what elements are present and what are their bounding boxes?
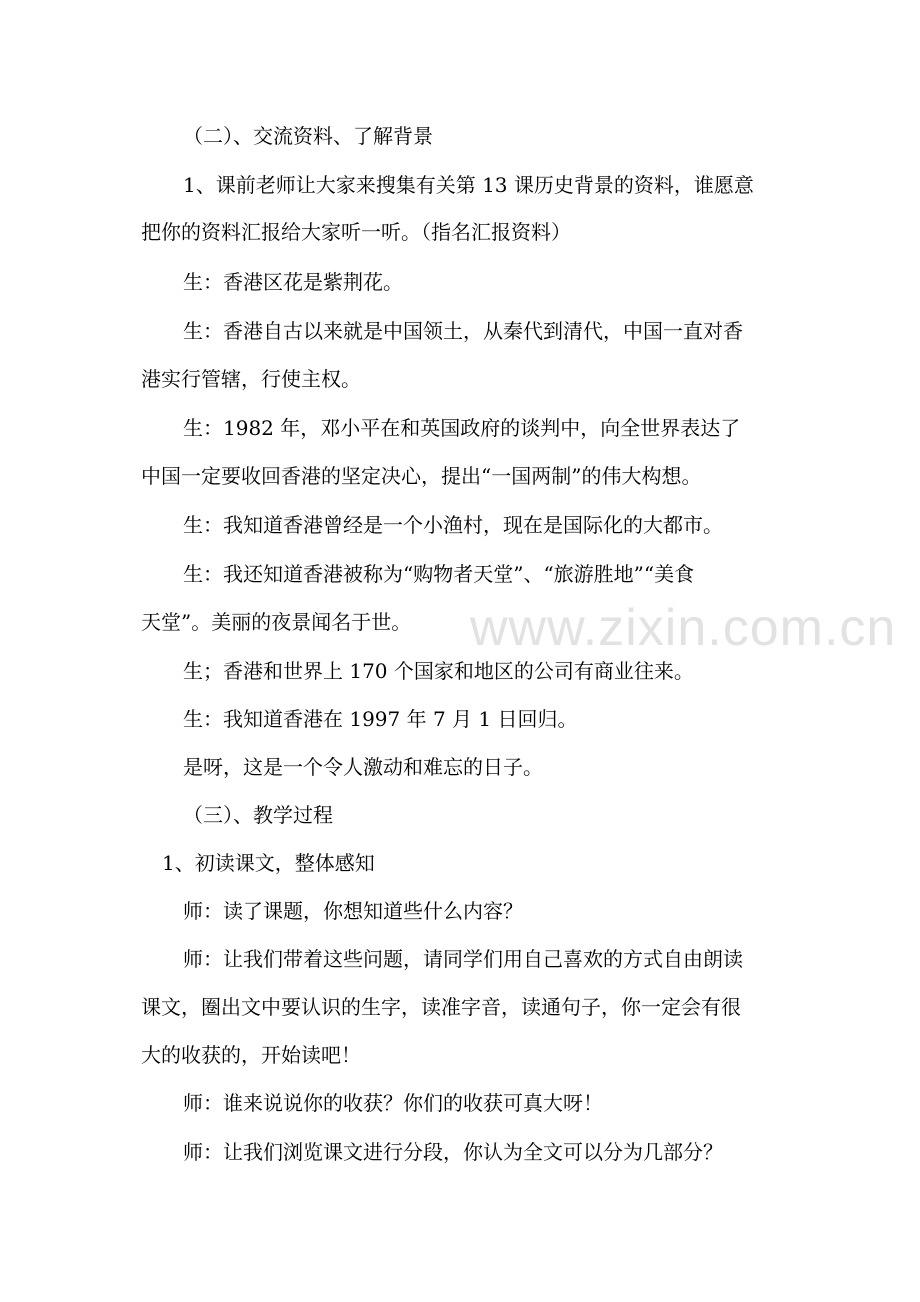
paragraph-line: 生：香港自古以来就是中国领土，从秦代到清代，中国一直对香 — [183, 319, 743, 343]
section-heading-3: （三）、教学过程 — [183, 803, 333, 827]
subsection-heading: 1、初读课文，整体感知 — [162, 851, 375, 875]
section-heading-2: （二）、交流资料、了解背景 — [183, 124, 433, 148]
paragraph-line: 港实行管辖，行使主权。 — [141, 367, 361, 391]
paragraph-line: 生：1982 年，邓小平在和英国政府的谈判中，向全世界表达了 — [183, 416, 741, 440]
paragraph-line: 生：我知道香港在 1997 年 7 月 1 日回归。 — [183, 707, 578, 731]
paragraph-line: 生：我知道香港曾经是一个小渔村，现在是国际化的大都市。 — [183, 513, 723, 537]
paragraph-line: 师：让我们带着这些问题，请同学们用自己喜欢的方式自由朗读 — [183, 947, 743, 971]
paragraph-line: 生：我还知道香港被称为“购物者天堂”、“旅游胜地”“美食 — [183, 562, 695, 586]
paragraph-line: 师：谁来说说你的收获？你们的收获可真大呀！ — [183, 1091, 603, 1115]
paragraph-line: 课文，圈出文中要认识的生字，读准字音，读通句子，你一定会有很 — [141, 995, 741, 1019]
paragraph-line: 生；香港和世界上 170 个国家和地区的公司有商业往来。 — [183, 659, 694, 683]
paragraph-line: 生：香港区花是紫荆花。 — [183, 270, 403, 294]
paragraph-line: 大的收获的，开始读吧！ — [141, 1043, 361, 1067]
paragraph-line: 把你的资料汇报给大家听一听。（指名汇报资料） — [141, 220, 571, 244]
paragraph-line: 中国一定要收回香港的坚定决心，提出“一国两制”的伟大构想。 — [141, 464, 702, 488]
paragraph-line: 是呀，这是一个令人激动和难忘的日子。 — [183, 755, 543, 779]
paragraph-line: 师：读了课题，你想知道些什么内容？ — [183, 899, 523, 923]
paragraph-line: 天堂”。美丽的夜景闻名于世。 — [141, 610, 412, 634]
paragraph-line: 1、课前老师让大家来搜集有关第 13 课历史背景的资料，谁愿意 — [183, 173, 754, 197]
paragraph-line: 师：让我们浏览课文进行分段，你认为全文可以分为几部分？ — [183, 1140, 723, 1164]
watermark: www.zixin.com.cn — [470, 599, 897, 657]
